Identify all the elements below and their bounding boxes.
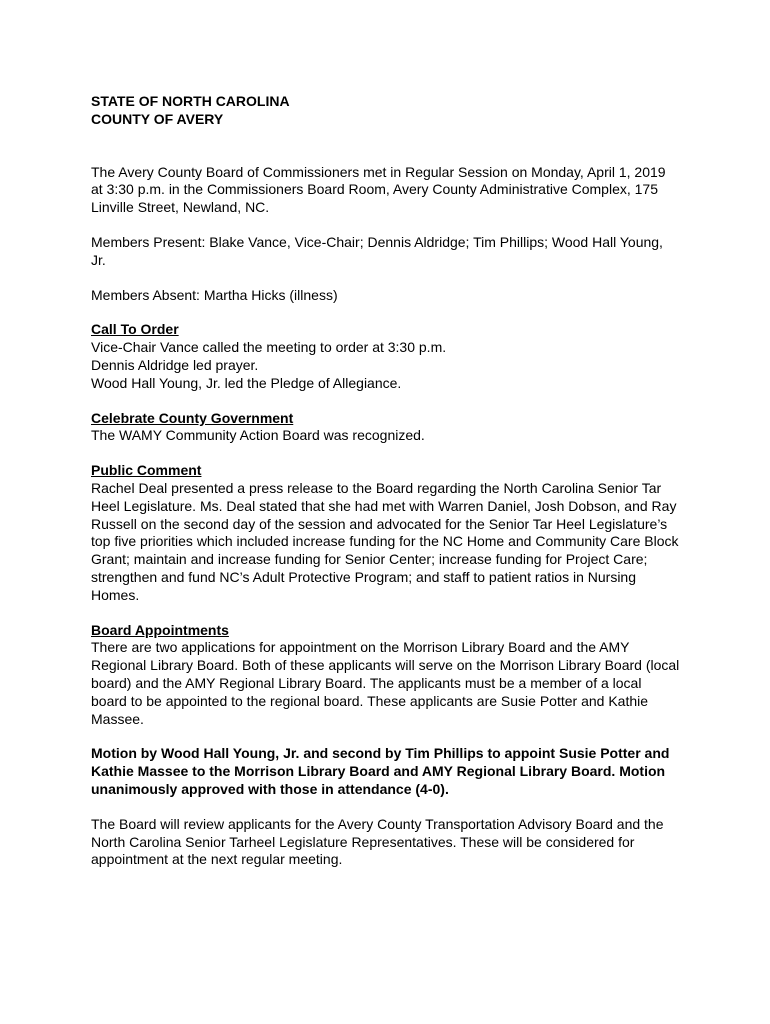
call-to-order-title: Call To Order xyxy=(91,321,179,338)
public-comment-title: Public Comment xyxy=(91,462,202,479)
call-to-order-line: Wood Hall Young, Jr. led the Pledge of Allegiance. xyxy=(91,374,402,391)
board-appointments-section xyxy=(91,622,681,729)
public-comment-section xyxy=(91,462,681,604)
call-to-order-line: Dennis Aldridge led prayer. xyxy=(91,356,259,373)
call-to-order-section xyxy=(91,321,681,392)
public-comment-text: Rachel Deal presented a press release to the Board regarding the North Carolina Senior Tar Heel Legislature. Ms. Deal stated that she had met with Warren Daniel, Josh Dobson, and Ray Russell on the second day of the session and advocated for the Senior Tar Heel Legislature’s top five priorities which included increase funding for the NC Home and Community Care Block Grant; maintain and increase funding for Senior Center; increase funding for Project Care; strengthen and fund NC’s Adult Protective Program; and staff to patient ratios in Nursing Homes. xyxy=(91,479,679,603)
document-heading xyxy=(91,93,681,129)
motion-paragraph: Motion by Wood Hall Young, Jr. and second by Tim Phillips to appoint Susie Potter and Kathie Massee to the Morrison Library Board and AMY Regional Library Board. Motion unanimously approved with those in attendance (4-0). xyxy=(91,745,670,797)
celebrate-text: The WAMY Community Action Board was recognized. xyxy=(91,427,425,444)
celebrate-section xyxy=(91,410,681,446)
call-to-order-line: Vice-Chair Vance called the meeting to order at 3:30 p.m. xyxy=(91,339,447,356)
celebrate-title: Celebrate County Government xyxy=(91,409,294,426)
members-absent: Members Absent: Martha Hicks (illness) xyxy=(91,286,338,303)
closing-paragraph: The Board will review applicants for the Avery County Transportation Advisory Board and the North Carolina Senior Tarheel Legislature Representatives. These will be considered for appointment at the next regular meeting. xyxy=(91,815,664,868)
document-page xyxy=(91,93,681,886)
board-appointments-text: There are two applications for appointment on the Morrison Library Board and the AMY Regional Library Board. Both of these applicants will serve on the Morrison Library Board (local board) and the AMY Regional Library Board. The applicants must be a member of a local board to be appointed to the regional board. These applicants are Susie Potter and Kathie Massee. xyxy=(91,639,680,727)
intro-paragraph: The Avery County Board of Commissioners met in Regular Session on Monday, April 1, 2019 at 3:30 p.m. in the Commissioners Board Room, Avery County Administrative Complex, 175 Linville Street, Newland, NC. xyxy=(91,163,666,216)
members-present: Members Present: Blake Vance, Vice-Chair; Dennis Aldridge; Tim Phillips; Wood Hall Young, Jr. xyxy=(91,233,663,268)
county-heading: COUNTY OF AVERY xyxy=(91,110,224,127)
state-heading: STATE OF NORTH CAROLINA xyxy=(91,93,290,109)
board-appointments-title: Board Appointments xyxy=(91,621,229,638)
